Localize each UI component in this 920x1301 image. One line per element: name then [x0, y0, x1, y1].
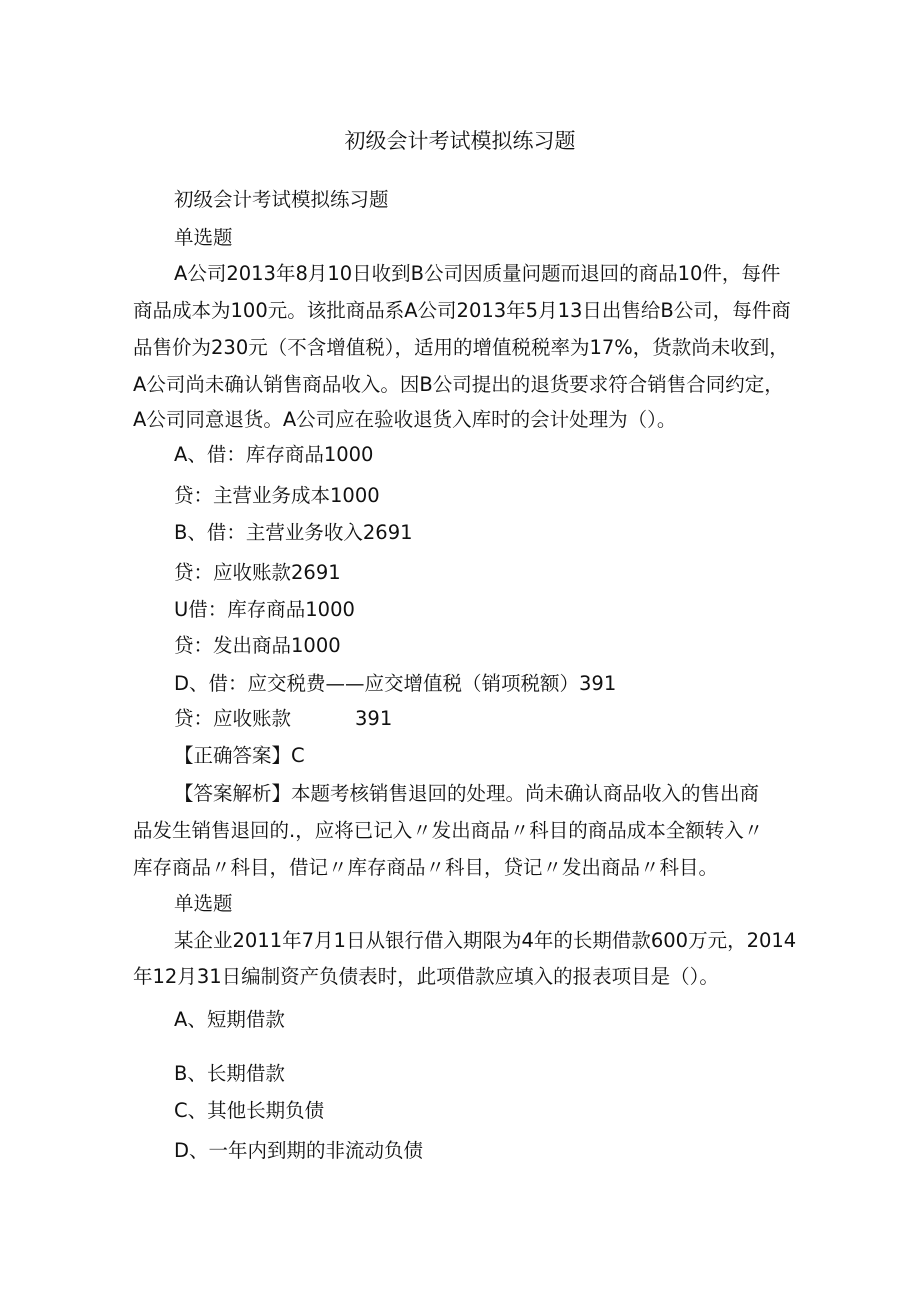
option-line: 贷：应收账款2691: [174, 561, 341, 584]
subtitle: 初级会计考试模拟练习题: [174, 188, 389, 211]
question-type: 单选题: [174, 226, 233, 249]
option-amount: 391: [355, 707, 393, 730]
question-stem-line: A公司尚未确认销售商品收入。因B公司提出的退货要求符合销售合同约定，: [133, 373, 784, 396]
question-stem-line: 年12月31日编制资产负债表时，此项借款应填入的报表项目是（）。: [133, 965, 719, 988]
option-line: 贷：主营业务成本1000: [174, 484, 380, 507]
analysis-line: 库存商品〃科目，借记〃库存商品〃科目，贷记〃发出商品〃科目。: [133, 856, 719, 879]
page-title: 初级会计考试模拟练习题: [344, 129, 576, 153]
option-line: U借：库存商品1000: [174, 598, 355, 621]
question-stem-line: 某企业2011年7月1日从银行借入期限为4年的长期借款600万元，2014: [174, 929, 797, 952]
option-line: [174, 706, 392, 732]
option-line: A、借：库存商品1000: [174, 443, 374, 466]
option-line: A、短期借款: [174, 1008, 285, 1031]
analysis-line: 【答案解析】本题考核销售退回的处理。尚未确认商品收入的售出商: [174, 782, 760, 805]
question-stem-line: A公司同意退货。A公司应在验收退货入库时的会计处理为（）。: [133, 408, 677, 431]
option-line: B、长期借款: [174, 1062, 285, 1085]
question-type: 单选题: [174, 892, 233, 915]
option-line: D、一年内到期的非流动负债: [174, 1139, 424, 1162]
question-stem-line: 商品成本为100元。该批商品系A公司2013年5月13日出售给B公司，每件商: [133, 299, 791, 322]
analysis-line: 品发生销售退回的.，应将已记入〃发出商品〃科目的商品成本全额转入〃: [133, 819, 764, 842]
option-line: B、借：主营业务收入2691: [174, 521, 413, 544]
option-line: D、借：应交税费——应交增值税（销项税额）391: [174, 672, 617, 695]
option-label: 贷：应收账款: [174, 707, 292, 730]
option-line: 贷：发出商品1000: [174, 634, 341, 657]
correct-answer: 【正确答案】C: [174, 744, 305, 767]
question-stem-line: 品售价为230元（不含增值税），适用的增值税税率为17%，货款尚未收到，: [133, 336, 789, 359]
question-stem-line: A公司2013年8月10日收到B公司因质量问题而退回的商品10件，每件: [174, 262, 781, 285]
option-line: C、其他长期负债: [174, 1099, 325, 1122]
